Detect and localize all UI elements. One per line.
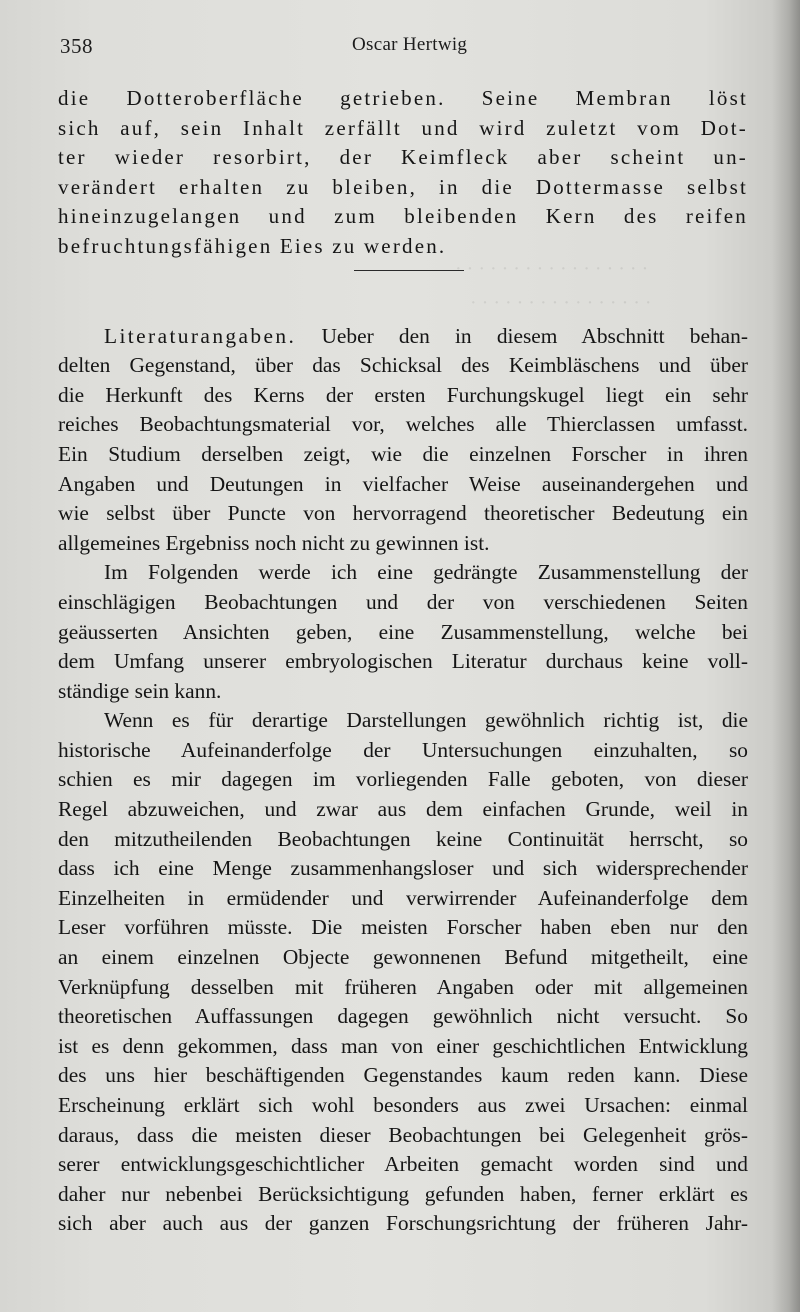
text-line: reiches Beobachtungsmaterial vor, welches alle Thierclassen umfasst. [58,412,748,437]
text-line: Einzelheiten in ermüdender und verwirrender Aufeinanderfolge dem [58,885,748,910]
text-line: allgemeines Ergebniss noch nicht zu gewinnen ist. [58,530,490,555]
text-line: theoretischen Auffassungen dagegen gewöhnlich nicht versucht. So [58,1004,748,1029]
text-line: delten Gegenstand, über das Schicksal des Keimbläschens und über [58,353,748,378]
text-line: historische Aufeinanderfolge der Untersuchungen einzuhalten, so [58,737,748,762]
text-line: Angaben und Deutungen in vielfacher Weise auseinandergehen und [58,471,748,496]
section-heading: Literaturangaben. [104,323,297,348]
text-line: Leser vorführen müsste. Die meisten Forscher haben eben nur den [58,915,748,940]
paragraph-darstellungen [58,706,748,1239]
page-number: 358 [60,34,93,58]
page-gutter-shadow [772,0,800,1312]
paragraph-dotteroberflaeche [58,84,748,262]
text-line: den mitzutheilenden Beobachtungen keine Continuität herrscht, so [58,826,748,851]
text-line: befruchtungsfähigen Eies zu werden. [58,233,447,258]
text-line [58,322,748,352]
text-line: verändert erhalten zu bleiben, in die Dottermasse selbst [58,174,748,199]
text-line: einschlägigen Beobachtungen und der von verschiedenen Seiten [58,589,748,614]
text-line: daher nur nebenbei Berücksichtigung gefunden haben, ferner erklärt es [58,1181,748,1206]
text-line: sich aber auch aus der ganzen Forschungsrichtung der früheren Jahr- [58,1211,748,1236]
text-line: Im Folgenden werde ich eine gedrängte Zusammenstellung der [104,560,748,585]
text-line: Verknüpfung desselben mit früheren Angaben oder mit allgemeinen [58,974,748,999]
show-through-text: · · · · · · · · · · · · · · · · [470,292,652,314]
section-divider-wrap [58,262,748,292]
text-line: wie selbst über Puncte von hervorragend theoretischer Bedeutung ein [58,501,748,526]
text-line: ter wieder resorbirt, der Keimfleck aber scheint un- [58,145,748,170]
show-through-text: · · · · · · · · · · · · · · · · · [455,258,649,280]
text-line: serer entwicklungsgeschichtlicher Arbeiten gemacht worden sind und [58,1152,748,1177]
text-line: des uns hier beschäftigenden Gegenstandes kaum reden kann. Diese [58,1063,748,1088]
text-line: daraus, dass die meisten dieser Beobachtungen bei Gelegenheit grös- [58,1122,748,1147]
page-header [60,30,750,64]
text-line: Ein Studium derselben zeigt, wie die einzelnen Forscher in ihren [58,441,748,466]
text-line: die Herkunft des Kerns der ersten Furchungskugel liegt ein sehr [58,382,748,407]
text-line: dem Umfang unserer embryologischen Literatur durchaus keine voll- [58,649,748,674]
text-line: geäusserten Ansichten geben, eine Zusammenstellung, welche bei [58,619,748,644]
text-fragment: Ueber den in diesem Abschnitt behan- [321,323,748,348]
text-line: hineinzugelangen und zum bleibenden Kern des reifen [58,204,748,229]
text-line: Regel abzuweichen, und zwar aus dem einfachen Grunde, weil in [58,797,748,822]
paragraph-literaturangaben [58,322,748,559]
text-line: ständige sein kann. [58,678,222,703]
text-line: ist es denn gekommen, dass man von einer geschichtlichen Entwicklung [58,1033,748,1058]
text-line: Wenn es für derartige Darstellungen gewöhnlich richtig ist, die [104,708,748,733]
section-divider [354,270,464,271]
text-line: Erscheinung erklärt sich wohl besonders aus zwei Ursachen: einmal [58,1093,748,1117]
text-line: dass ich eine Menge zusammenhangsloser und sich widersprechender [58,856,748,881]
paragraph-folgenden [58,558,748,706]
running-head: Oscar Hertwig [352,34,468,55]
text-line: sich auf, sein Inhalt zerfällt und wird zuletzt vom Dot- [58,115,748,140]
text-line: schien es mir dagegen im vorliegenden Falle geboten, von dieser [58,767,748,792]
text-line: die Dotteroberfläche getrieben. Seine Membran löst [58,86,748,110]
text-line: an einem einzelnen Objecte gewonnenen Befund mitgetheilt, eine [58,945,748,970]
page-body [58,84,748,1239]
